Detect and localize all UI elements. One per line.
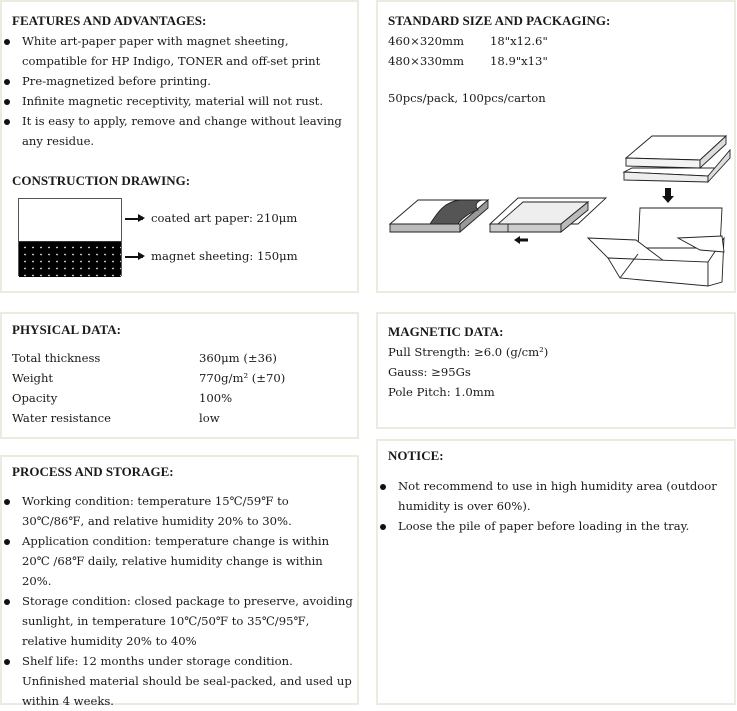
- layer-label-magnet: magnet sheeting: 150μm: [125, 246, 298, 266]
- process-title: PROCESS AND STORAGE:: [12, 464, 174, 479]
- process-list: [2, 491, 354, 711]
- features-title: FEATURES AND ADVANTAGES:: [12, 13, 207, 28]
- process-item: Working condition: temperature 15℃/59℉ to 30℃/86℉, and relative humidity 20% to 30%.: [2, 491, 354, 531]
- physical-data-panel: [0, 312, 359, 439]
- physical-row: Total thickness 360μm (±36): [12, 351, 277, 365]
- size-row: 480×330mm 18.9"x13": [388, 54, 548, 68]
- carton-box-icon: [588, 208, 724, 286]
- features-panel: [0, 0, 359, 293]
- notice-panel: [376, 439, 736, 705]
- paper-stack-icon: [390, 200, 488, 232]
- physical-row: Water resistance low: [12, 411, 220, 425]
- construction-title: CONSTRUCTION DRAWING:: [12, 173, 191, 188]
- feature-item: White art-paper paper with magnet sheeting, compatible for HP Indigo, TONER and off-set print: [2, 31, 354, 71]
- process-item: Application condition: temperature change is within 20℃ /68℉ daily, relative humidity change is within 20%.: [2, 531, 354, 591]
- process-item: Storage condition: closed package to preserve, avoiding sunlight, in temperature 10℃/50℉ to 35℃/95℉, relative humidity 20% to 40%: [2, 591, 354, 651]
- packaging-panel: [376, 0, 736, 293]
- magnetic-row: Gauss: ≥95Gs: [388, 365, 471, 379]
- arrow-down-icon: [662, 188, 674, 203]
- physical-title: PHYSICAL DATA:: [12, 322, 121, 337]
- packaging-illustration: [378, 132, 734, 292]
- construction-diagram: [18, 198, 122, 276]
- features-list: [2, 31, 354, 151]
- physical-row: Opacity 100%: [12, 391, 233, 405]
- notice-title: NOTICE:: [388, 448, 444, 463]
- magnetic-row: Pull Strength: ≥6.0 (g/cm²): [388, 345, 549, 359]
- packaging-title: STANDARD SIZE AND PACKAGING:: [388, 13, 611, 28]
- arrow-left-icon: [514, 236, 528, 244]
- size-row: 460×320mm 18"x12.6": [388, 34, 548, 48]
- arrow-right-icon: [125, 218, 143, 220]
- feature-item: Infinite magnetic receptivity, material will not rust.: [2, 91, 354, 111]
- layer-magnet-sheeting: [19, 242, 121, 277]
- physical-row: Weight 770g/m² (±70): [12, 371, 286, 385]
- notice-item: Not recommend to use in high humidity area (outdoor humidity is over 60%).: [378, 476, 730, 516]
- notice-list: [378, 476, 730, 536]
- arrow-right-icon: [125, 256, 143, 258]
- magnetic-data-panel: [376, 312, 736, 429]
- layer-art-paper: [19, 199, 121, 242]
- bundles-icon: [624, 136, 730, 182]
- process-item: Shelf life: 12 months under storage condition. Unfinished material should be seal-packed, and used up within 4 weeks.: [2, 651, 354, 711]
- feature-item: Pre-magnetized before printing.: [2, 71, 354, 91]
- pack-info: 50pcs/pack, 100pcs/carton: [388, 91, 546, 105]
- process-storage-panel: [0, 455, 359, 708]
- notice-item: Loose the pile of paper before loading in the tray.: [378, 516, 730, 536]
- feature-item: It is easy to apply, remove and change without leaving any residue.: [2, 111, 354, 151]
- magnetic-row: Pole Pitch: 1.0mm: [388, 385, 495, 399]
- packed-stack-icon: [490, 198, 606, 232]
- magnetic-title: MAGNETIC DATA:: [388, 324, 504, 339]
- layer-label-paper: coated art paper: 210μm: [125, 208, 297, 228]
